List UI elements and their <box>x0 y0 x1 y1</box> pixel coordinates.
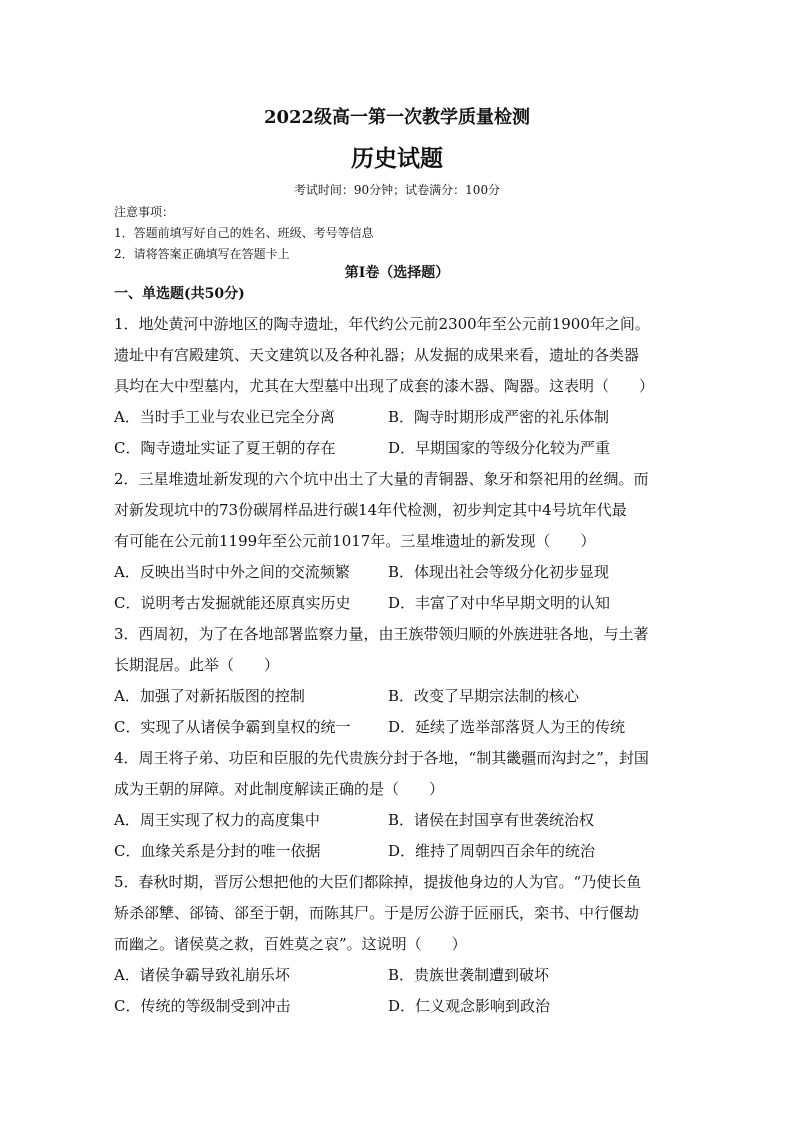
question-stem-line: 而幽之。诸侯莫之救，百姓莫之哀”。这说明（ ） <box>114 935 467 953</box>
option-b: B．体现出社会等级分化初步显现 <box>388 563 610 581</box>
section-title: 一、单选题(共50分) <box>114 286 245 302</box>
question-5 <box>114 867 684 1022</box>
option-row <box>114 681 684 712</box>
question-1 <box>114 309 684 464</box>
option-row <box>114 588 684 619</box>
option-row <box>114 402 684 433</box>
question-list <box>114 309 684 1022</box>
option-d: D．仁义观念影响到政治 <box>388 997 551 1015</box>
part-title: 第I卷（选择题） <box>344 265 450 281</box>
option-b: B．陶寺时期形成严密的礼乐体制 <box>388 408 610 426</box>
option-d: D．丰富了对中华早期文明的认知 <box>388 594 611 612</box>
question-stem-line: 有可能在公元前1199年至公元前1017年。三星堆遗址的新发现（ ） <box>114 532 596 550</box>
question-4 <box>114 743 684 867</box>
option-c: C．陶寺遗址实证了夏王朝的存在 <box>114 439 336 457</box>
notice-block <box>114 202 374 265</box>
question-stem-line: 4．周王将子弟、功臣和臣服的先代贵族分封于各地，“制其畿疆而沟封之”，封国 <box>114 749 649 767</box>
exam-info: 考试时间：90分钟；试卷满分：100分 <box>293 183 501 197</box>
question-2 <box>114 464 684 619</box>
exam-title: 2022级高一第一次教学质量检测 <box>263 107 531 128</box>
question-3 <box>114 619 684 743</box>
option-row <box>114 805 684 836</box>
option-b: B．贵族世袭制遭到破坏 <box>388 966 550 984</box>
option-row <box>114 836 684 867</box>
notice-item: 1．答题前填写好自己的姓名、班级、考号等信息 <box>114 226 374 240</box>
option-c: C．传统的等级制受到冲击 <box>114 997 291 1015</box>
option-a: A．当时手工业与农业已完全分离 <box>114 408 335 426</box>
option-b: B．诸侯在封国享有世袭统治权 <box>388 811 595 829</box>
option-c: C．说明考古发掘就能还原真实历史 <box>114 594 351 612</box>
question-stem-line: 2．三星堆遗址新发现的六个坑中出土了大量的青铜器、象牙和祭祀用的丝绸。而 <box>114 470 649 488</box>
question-stem-line: 3．西周初，为了在各地部署监察力量，由王族带领归顺的外族进驻各地，与土著 <box>114 625 649 643</box>
question-stem-line: 具均在大中型墓内，尤其在大型墓中出现了成套的漆木器、陶器。这表明（ ） <box>114 377 655 395</box>
option-d: D．延续了选举部落贤人为王的传统 <box>388 718 626 736</box>
option-row <box>114 557 684 588</box>
option-a: A．周王实现了权力的高度集中 <box>114 811 320 829</box>
option-row <box>114 433 684 464</box>
question-stem-line: 对新发现坑中的73份碳屑样品进行碳14年代检测，初步判定其中4号坑年代最 <box>114 501 627 519</box>
option-a: A．加强了对新拓版图的控制 <box>114 687 305 705</box>
option-d: D．早期国家的等级分化较为严重 <box>388 439 611 457</box>
question-stem-line: 长期混居。此举（ ） <box>114 656 280 674</box>
option-row <box>114 991 684 1022</box>
option-row <box>114 712 684 743</box>
notice-label: 注意事项： <box>114 205 175 219</box>
option-d: D．维持了周朝四百余年的统治 <box>388 842 596 860</box>
option-a: A．反映出当时中外之间的交流频繁 <box>114 563 350 581</box>
option-c: C．血缘关系是分封的唯一依据 <box>114 842 321 860</box>
question-stem-line: 矫杀郤犨、郤锜、郤至于朝，而陈其尸。于是厉公游于匠丽氏，栾书、中行偃劫 <box>114 904 640 922</box>
question-stem-line: 1．地处黄河中游地区的陶寺遗址，年代约公元前2300年至公元前1900年之间。 <box>114 315 650 333</box>
option-b: B．改变了早期宗法制的核心 <box>388 687 580 705</box>
question-stem-line: 5．春秋时期，晋厉公想把他的大臣们都除掉，提拔他身边的人为官。“乃使长鱼 <box>114 873 642 891</box>
subject-title: 历史试题 <box>351 145 443 172</box>
question-stem-line: 遗址中有宫殿建筑、天文建筑以及各种礼器；从发掘的成果来看，遗址的各类器 <box>114 346 640 364</box>
option-a: A．诸侯争霸导致礼崩乐坏 <box>114 966 290 984</box>
option-c: C．实现了从诸侯争霸到皇权的统一 <box>114 718 351 736</box>
notice-item: 2．请将答案正确填写在答题卡上 <box>114 247 290 261</box>
option-row <box>114 960 684 991</box>
question-stem-line: 成为王朝的屏障。对此制度解读正确的是（ ） <box>114 780 445 798</box>
